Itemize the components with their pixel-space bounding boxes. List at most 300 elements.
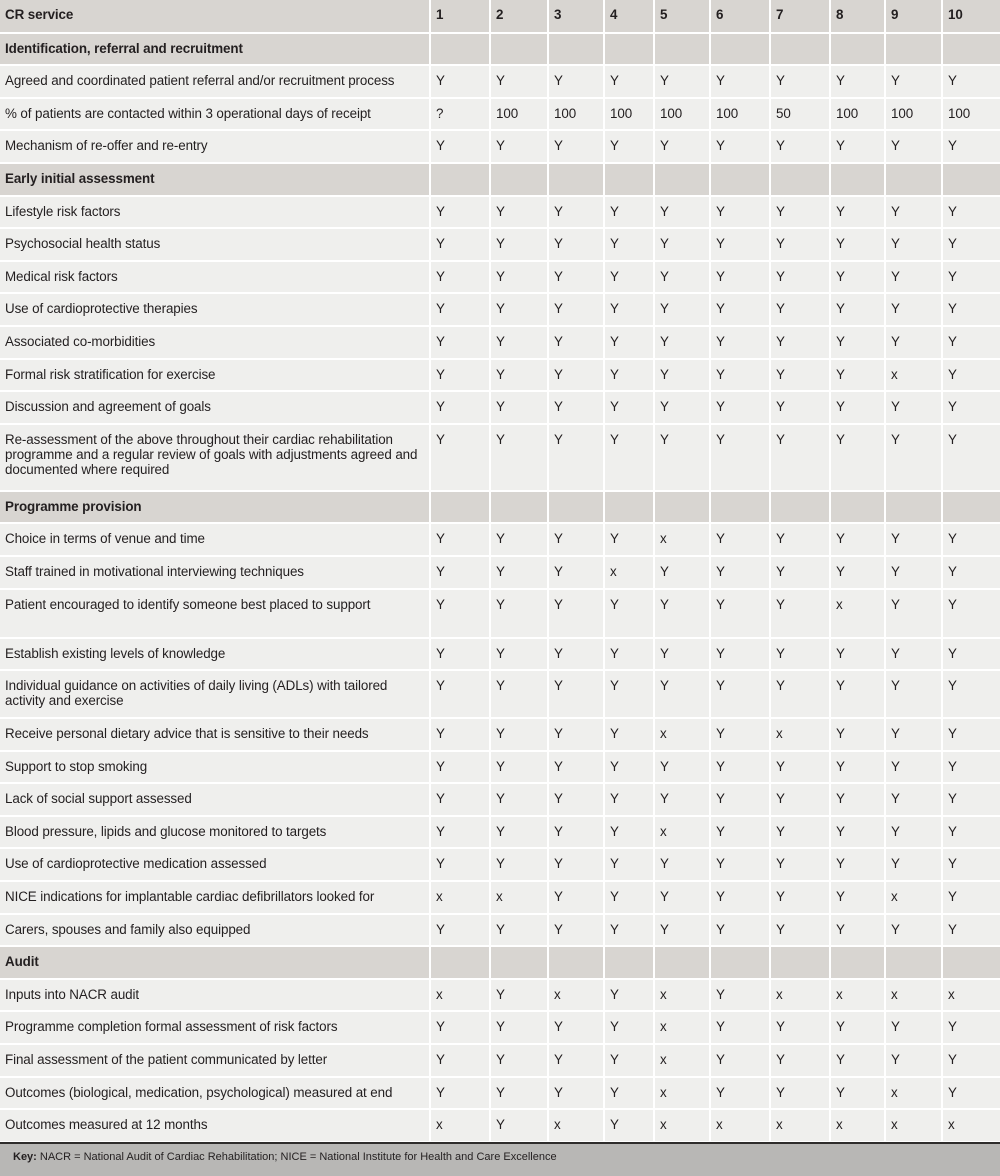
value-cell: Y (942, 228, 1000, 261)
row-label: Choice in terms of venue and time (0, 523, 430, 556)
empty-cell (710, 946, 770, 979)
header-col: 8 (830, 0, 885, 33)
row-label: Programme completion formal assessment of risk factors (0, 1011, 430, 1044)
value-cell: 100 (885, 98, 942, 131)
value-cell: 100 (490, 98, 548, 131)
row-label: Receive personal dietary advice that is sensitive to their needs (0, 718, 430, 751)
value-cell: Y (548, 881, 604, 914)
row-label: Individual guidance on activities of daily living (ADLs) with tailored activity and exercise (0, 670, 430, 718)
table-row (0, 718, 1000, 751)
value-cell: Y (710, 523, 770, 556)
row-label: Agreed and coordinated patient referral and/or recruitment process (0, 65, 430, 98)
value-cell: Y (830, 391, 885, 424)
empty-cell (490, 946, 548, 979)
value-cell: Y (770, 556, 830, 589)
value-cell: Y (654, 848, 710, 881)
value-cell: x (654, 979, 710, 1012)
table-row (0, 130, 1000, 163)
value-cell: Y (770, 848, 830, 881)
table-row (0, 1044, 1000, 1077)
row-label: Use of cardioprotective medication assessed (0, 848, 430, 881)
value-cell: x (830, 979, 885, 1012)
table-row (0, 848, 1000, 881)
empty-cell (885, 491, 942, 524)
value-cell: Y (770, 523, 830, 556)
value-cell: Y (548, 424, 604, 491)
value-cell: Y (885, 1044, 942, 1077)
table-row (0, 670, 1000, 718)
value-cell: Y (942, 670, 1000, 718)
value-cell: Y (604, 326, 654, 359)
table-row (0, 914, 1000, 947)
empty-cell (654, 491, 710, 524)
value-cell: Y (430, 914, 490, 947)
empty-cell (942, 163, 1000, 196)
value-cell: Y (770, 359, 830, 392)
value-cell: 100 (654, 98, 710, 131)
value-cell: Y (548, 326, 604, 359)
table-row (0, 751, 1000, 784)
empty-cell (830, 946, 885, 979)
value-cell: Y (885, 261, 942, 294)
row-label: Mechanism of re-offer and re-entry (0, 130, 430, 163)
value-cell: x (654, 1077, 710, 1110)
value-cell: Y (710, 638, 770, 671)
value-cell: Y (770, 751, 830, 784)
empty-cell (490, 491, 548, 524)
value-cell: Y (490, 1011, 548, 1044)
value-cell: Y (604, 130, 654, 163)
value-cell: Y (430, 130, 490, 163)
value-cell: Y (430, 293, 490, 326)
table-row (0, 65, 1000, 98)
value-cell: Y (710, 556, 770, 589)
row-label: Psychosocial health status (0, 228, 430, 261)
value-cell: Y (490, 979, 548, 1012)
value-cell: x (430, 881, 490, 914)
value-cell: Y (770, 228, 830, 261)
empty-cell (604, 33, 654, 66)
row-label: Discussion and agreement of goals (0, 391, 430, 424)
value-cell: Y (604, 424, 654, 491)
row-label: Formal risk stratification for exercise (0, 359, 430, 392)
value-cell: Y (830, 914, 885, 947)
value-cell: Y (942, 391, 1000, 424)
value-cell: Y (654, 261, 710, 294)
header-col: 5 (654, 0, 710, 33)
value-cell: Y (548, 293, 604, 326)
value-cell: 100 (548, 98, 604, 131)
row-label: Medical risk factors (0, 261, 430, 294)
value-cell: Y (710, 670, 770, 718)
value-cell: Y (654, 65, 710, 98)
value-cell: Y (548, 391, 604, 424)
value-cell: Y (942, 914, 1000, 947)
value-cell: Y (710, 881, 770, 914)
value-cell: Y (830, 718, 885, 751)
empty-cell (548, 946, 604, 979)
value-cell: Y (830, 261, 885, 294)
table-row (0, 326, 1000, 359)
value-cell: Y (654, 638, 710, 671)
value-cell: x (654, 1011, 710, 1044)
value-cell: Y (830, 1011, 885, 1044)
empty-cell (770, 163, 830, 196)
empty-cell (430, 491, 490, 524)
value-cell: Y (604, 848, 654, 881)
value-cell: Y (830, 1077, 885, 1110)
row-label: Outcomes (biological, medication, psychological) measured at end (0, 1077, 430, 1110)
value-cell: Y (942, 424, 1000, 491)
value-cell: Y (770, 196, 830, 229)
header-col: 6 (710, 0, 770, 33)
value-cell: Y (548, 638, 604, 671)
value-cell: Y (654, 881, 710, 914)
value-cell: Y (430, 196, 490, 229)
value-cell: Y (490, 293, 548, 326)
value-cell: Y (490, 589, 548, 638)
value-cell: Y (885, 130, 942, 163)
section-row (0, 163, 1000, 196)
value-cell: Y (604, 391, 654, 424)
value-cell: Y (830, 1044, 885, 1077)
value-cell: Y (830, 228, 885, 261)
value-cell: Y (885, 670, 942, 718)
value-cell: Y (548, 718, 604, 751)
table-row (0, 556, 1000, 589)
value-cell: Y (604, 638, 654, 671)
value-cell: Y (830, 326, 885, 359)
value-cell: Y (770, 424, 830, 491)
table-row (0, 979, 1000, 1012)
value-cell: Y (710, 424, 770, 491)
value-cell: Y (654, 228, 710, 261)
table-row (0, 1077, 1000, 1110)
empty-cell (604, 491, 654, 524)
value-cell: Y (710, 326, 770, 359)
value-cell: Y (490, 1077, 548, 1110)
value-cell: Y (490, 359, 548, 392)
empty-cell (654, 946, 710, 979)
value-cell: x (770, 979, 830, 1012)
value-cell: Y (548, 359, 604, 392)
empty-cell (770, 33, 830, 66)
value-cell: Y (770, 816, 830, 849)
table-header-row (0, 0, 1000, 33)
value-cell: Y (830, 523, 885, 556)
value-cell: Y (942, 589, 1000, 638)
value-cell: Y (710, 196, 770, 229)
value-cell: Y (942, 326, 1000, 359)
key-label: Key: (13, 1151, 37, 1163)
value-cell: x (830, 589, 885, 638)
value-cell: Y (942, 130, 1000, 163)
value-cell: Y (548, 523, 604, 556)
value-cell: Y (604, 1044, 654, 1077)
empty-cell (604, 946, 654, 979)
value-cell: Y (770, 881, 830, 914)
value-cell: Y (710, 589, 770, 638)
value-cell: Y (430, 638, 490, 671)
row-label: Support to stop smoking (0, 751, 430, 784)
value-cell: Y (830, 881, 885, 914)
row-label: Staff trained in motivational interviewing techniques (0, 556, 430, 589)
value-cell: Y (604, 914, 654, 947)
table-row (0, 261, 1000, 294)
value-cell: Y (942, 783, 1000, 816)
header-col: 7 (770, 0, 830, 33)
value-cell: Y (885, 589, 942, 638)
table-row (0, 881, 1000, 914)
value-cell: Y (710, 359, 770, 392)
value-cell: x (548, 1109, 604, 1142)
value-cell: Y (830, 816, 885, 849)
value-cell: Y (770, 130, 830, 163)
value-cell: Y (770, 670, 830, 718)
table-row (0, 196, 1000, 229)
value-cell: Y (710, 130, 770, 163)
value-cell: Y (490, 783, 548, 816)
value-cell: x (770, 1109, 830, 1142)
value-cell: Y (430, 816, 490, 849)
value-cell: x (885, 979, 942, 1012)
row-label: Re-assessment of the above throughout their cardiac rehabilitation programme and a regular review of goals with adjustments agreed and documented where required (0, 424, 430, 491)
value-cell: Y (885, 718, 942, 751)
value-cell: Y (885, 65, 942, 98)
section-title: Audit (0, 946, 430, 979)
value-cell: Y (710, 914, 770, 947)
value-cell: Y (490, 751, 548, 784)
value-cell: Y (490, 391, 548, 424)
value-cell: Y (710, 979, 770, 1012)
value-cell: x (430, 1109, 490, 1142)
table-row (0, 523, 1000, 556)
empty-cell (654, 33, 710, 66)
value-cell: Y (490, 523, 548, 556)
empty-cell (654, 163, 710, 196)
value-cell: Y (548, 914, 604, 947)
value-cell: Y (885, 556, 942, 589)
empty-cell (490, 163, 548, 196)
value-cell: Y (942, 196, 1000, 229)
value-cell: Y (490, 65, 548, 98)
value-cell: Y (770, 1044, 830, 1077)
row-label: Blood pressure, lipids and glucose monitored to targets (0, 816, 430, 849)
value-cell: Y (830, 783, 885, 816)
value-cell: Y (885, 751, 942, 784)
value-cell: Y (710, 261, 770, 294)
value-cell: Y (490, 228, 548, 261)
row-label: Outcomes measured at 12 months (0, 1109, 430, 1142)
value-cell: Y (548, 228, 604, 261)
value-cell: Y (490, 196, 548, 229)
table-row (0, 1109, 1000, 1142)
section-row (0, 946, 1000, 979)
value-cell: Y (430, 523, 490, 556)
value-cell: Y (770, 783, 830, 816)
value-cell: Y (710, 293, 770, 326)
header-label: CR service (0, 0, 430, 33)
value-cell: Y (830, 751, 885, 784)
value-cell: Y (654, 424, 710, 491)
empty-cell (942, 491, 1000, 524)
empty-cell (548, 491, 604, 524)
value-cell: Y (430, 424, 490, 491)
value-cell: x (604, 556, 654, 589)
empty-cell (490, 33, 548, 66)
value-cell: x (654, 1044, 710, 1077)
value-cell: Y (430, 326, 490, 359)
value-cell: Y (604, 228, 654, 261)
value-cell: Y (430, 359, 490, 392)
value-cell: Y (942, 1011, 1000, 1044)
value-cell: Y (770, 589, 830, 638)
value-cell: Y (770, 65, 830, 98)
value-cell: Y (548, 589, 604, 638)
value-cell: Y (430, 391, 490, 424)
value-cell: Y (770, 293, 830, 326)
value-cell: Y (490, 1109, 548, 1142)
value-cell: Y (710, 228, 770, 261)
value-cell: Y (710, 65, 770, 98)
empty-cell (548, 163, 604, 196)
value-cell: Y (604, 816, 654, 849)
value-cell: Y (490, 718, 548, 751)
value-cell: x (885, 359, 942, 392)
table-row (0, 98, 1000, 131)
header-col: 1 (430, 0, 490, 33)
value-cell: Y (430, 670, 490, 718)
value-cell: Y (548, 848, 604, 881)
value-cell: Y (604, 1011, 654, 1044)
section-row (0, 33, 1000, 66)
empty-cell (710, 163, 770, 196)
row-label: NICE indications for implantable cardiac defibrillators looked for (0, 881, 430, 914)
value-cell: Y (490, 130, 548, 163)
row-label: Establish existing levels of knowledge (0, 638, 430, 671)
value-cell: Y (885, 638, 942, 671)
value-cell: Y (710, 1044, 770, 1077)
value-cell: Y (710, 1077, 770, 1110)
empty-cell (830, 491, 885, 524)
table-row (0, 589, 1000, 638)
value-cell: Y (710, 816, 770, 849)
value-cell: Y (770, 638, 830, 671)
value-cell: Y (830, 293, 885, 326)
value-cell: x (430, 979, 490, 1012)
value-cell: Y (430, 1077, 490, 1110)
value-cell: x (942, 1109, 1000, 1142)
value-cell: ? (430, 98, 490, 131)
value-cell: Y (942, 523, 1000, 556)
value-cell: Y (885, 293, 942, 326)
value-cell: x (654, 523, 710, 556)
value-cell: Y (770, 1011, 830, 1044)
value-cell: x (654, 816, 710, 849)
value-cell: Y (548, 1011, 604, 1044)
header-col: 3 (548, 0, 604, 33)
value-cell: Y (654, 751, 710, 784)
table-row (0, 424, 1000, 491)
value-cell: 100 (830, 98, 885, 131)
value-cell: Y (604, 1109, 654, 1142)
value-cell: Y (490, 914, 548, 947)
table-row (0, 816, 1000, 849)
value-cell: Y (654, 783, 710, 816)
value-cell: Y (604, 293, 654, 326)
value-cell: Y (710, 391, 770, 424)
table-key (0, 1142, 1000, 1176)
empty-cell (830, 163, 885, 196)
value-cell: Y (710, 718, 770, 751)
value-cell: Y (942, 881, 1000, 914)
value-cell: Y (942, 638, 1000, 671)
empty-cell (604, 163, 654, 196)
empty-cell (710, 491, 770, 524)
row-label: Patient encouraged to identify someone best placed to support (0, 589, 430, 638)
empty-cell (885, 163, 942, 196)
table-row (0, 293, 1000, 326)
value-cell: Y (654, 326, 710, 359)
header-col: 9 (885, 0, 942, 33)
value-cell: Y (604, 881, 654, 914)
row-label: Lack of social support assessed (0, 783, 430, 816)
value-cell: Y (830, 424, 885, 491)
value-cell: Y (604, 1077, 654, 1110)
empty-cell (885, 946, 942, 979)
section-title: Programme provision (0, 491, 430, 524)
value-cell: x (654, 1109, 710, 1142)
empty-cell (430, 163, 490, 196)
value-cell: Y (430, 848, 490, 881)
empty-cell (942, 33, 1000, 66)
value-cell: Y (885, 1011, 942, 1044)
value-cell: Y (548, 670, 604, 718)
value-cell: Y (430, 228, 490, 261)
value-cell: Y (604, 359, 654, 392)
table-row (0, 783, 1000, 816)
row-label: Associated co-morbidities (0, 326, 430, 359)
value-cell: Y (490, 848, 548, 881)
value-cell: Y (942, 293, 1000, 326)
section-title: Early initial assessment (0, 163, 430, 196)
value-cell: Y (604, 523, 654, 556)
value-cell: Y (604, 718, 654, 751)
value-cell: Y (430, 65, 490, 98)
value-cell: x (654, 718, 710, 751)
section-row (0, 491, 1000, 524)
value-cell: Y (548, 751, 604, 784)
value-cell: Y (654, 589, 710, 638)
value-cell: Y (604, 589, 654, 638)
value-cell: Y (490, 1044, 548, 1077)
value-cell: Y (710, 848, 770, 881)
value-cell: Y (710, 751, 770, 784)
value-cell: Y (654, 556, 710, 589)
value-cell: Y (885, 914, 942, 947)
value-cell: Y (430, 718, 490, 751)
value-cell: Y (942, 1044, 1000, 1077)
value-cell: Y (430, 751, 490, 784)
value-cell: Y (430, 1044, 490, 1077)
row-label: Lifestyle risk factors (0, 196, 430, 229)
empty-cell (710, 33, 770, 66)
value-cell: x (710, 1109, 770, 1142)
value-cell: 100 (604, 98, 654, 131)
value-cell: Y (770, 326, 830, 359)
table-row (0, 359, 1000, 392)
value-cell: Y (548, 65, 604, 98)
